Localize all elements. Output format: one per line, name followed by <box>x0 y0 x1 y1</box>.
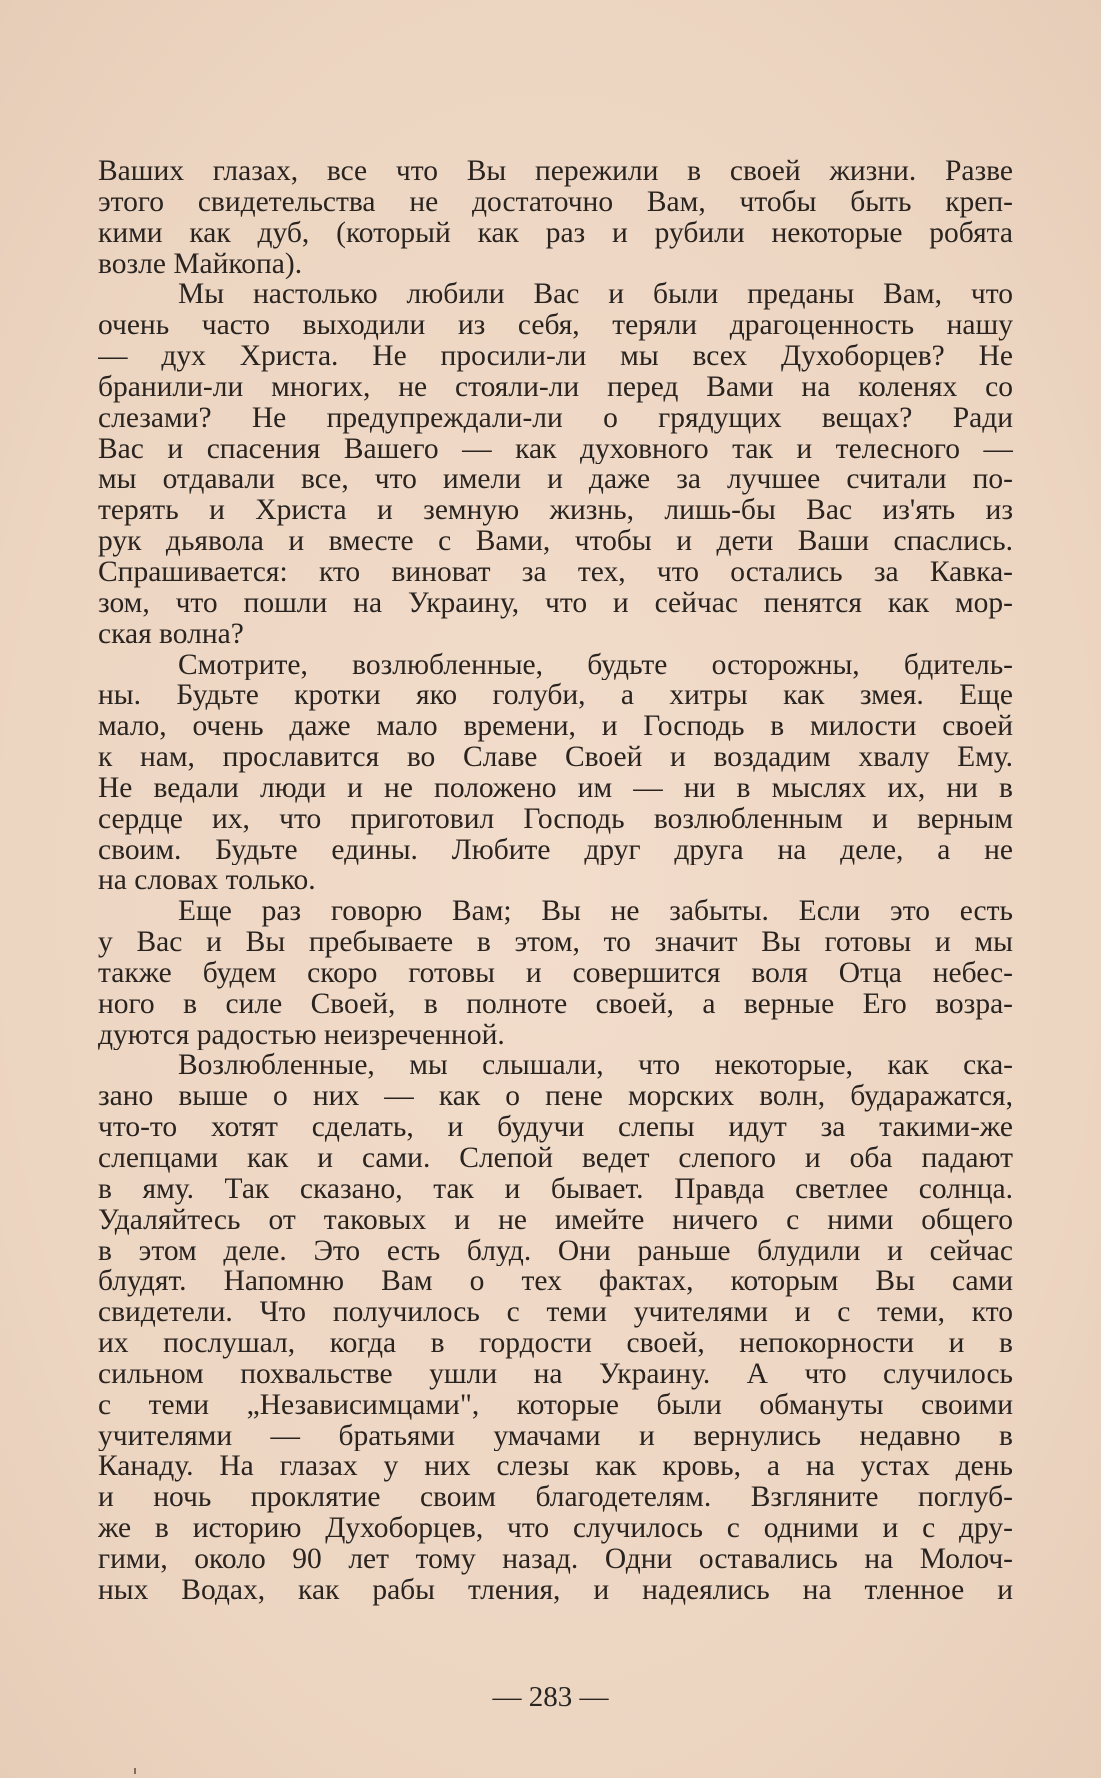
text-line: также будем скоро готовы и совершится воля Отца небес- <box>98 957 1013 989</box>
text-line: рук дьявола и вместе с Вами, чтобы и дети Ваши спаслись. <box>98 526 1013 557</box>
text-line: Ваших глазах, все что Вы пережили в своей жизни. Разве <box>98 156 1013 187</box>
text-line: Мы настолько любили Вас и были преданы Вам, что <box>178 279 1013 311</box>
text-line: у Вас и Вы пребываете в этом, то значит Вы готовы и мы <box>98 927 1013 958</box>
text-line: их послушал, когда в гордости своей, непокорности и в <box>98 1328 1013 1359</box>
text-line: ская волна? <box>98 618 244 650</box>
text-line: в яму. Так сказано, так и бывает. Правда светлее солнца. <box>98 1173 1013 1205</box>
text-line: очень часто выходили из себя, теряли драгоценность нашу <box>98 310 1013 342</box>
text-line: ного в силе Своей, в полноте своей, а верные Его возра- <box>98 988 1013 1020</box>
text-line: Спрашивается: кто виноват за тех, что остались за Кавка- <box>98 556 1013 588</box>
text-line: зано выше о них — как о пене морских волн, бударажатся, <box>98 1081 1013 1113</box>
page-number: — 283 — <box>492 1681 609 1713</box>
text-line: в этом деле. Это есть блуд. Они раньше блудили и сейчас <box>98 1235 1013 1267</box>
text-line: этого свидетельства не достаточно Вам, чтобы быть креп- <box>98 186 1013 218</box>
text-line: Удаляйтесь от таковых и не имейте ничего с ними общего <box>98 1204 1013 1236</box>
text-line: Канаду. На глазах у них слезы как кровь, а на устах день <box>98 1451 1013 1483</box>
text-line: — дух Христа. Не просили-ли мы всех Духоборцев? Не <box>98 341 1013 372</box>
text-line: терять и Христа и земную жизнь, лишь-бы Вас из'ять из <box>98 495 1013 527</box>
text-line: ны. Будьте кротки яко голуби, а хитры как змея. Еще <box>98 680 1013 712</box>
text-line: на словах только. <box>98 865 316 897</box>
text-line: Смотрите, возлюбленные, будьте осторожны, бдитель- <box>178 649 1013 681</box>
text-line: дуются радостью неизреченной. <box>98 1019 505 1051</box>
paper-speck <box>134 1768 136 1774</box>
text-line: Вас и спасения Вашего — как духовного так и телесного — <box>98 433 1013 465</box>
body-text <box>98 156 1013 1606</box>
text-line: же в историю Духоборцев, что случилось с одними и с дру- <box>98 1513 1013 1544</box>
text-line: ных Водах, как рабы тления, и надеялись на тленное и <box>98 1574 1013 1606</box>
text-line: сердце их, что приготовил Господь возлюбленным и верным <box>98 803 1013 835</box>
text-line: мы отдавали все, что имели и даже за лучшее считали по- <box>98 464 1013 496</box>
text-line: гими, около 90 лет тому назад. Одни оставались на Молоч- <box>98 1543 1013 1575</box>
text-line: возле Майкопа). <box>98 248 303 280</box>
text-line: Возлюбленные, мы слышали, что некоторые, как ска- <box>178 1050 1013 1082</box>
text-line: зом, что пошли на Украину, что и сейчас пенятся как мор- <box>98 587 1013 619</box>
text-line: учителями — братьями умачами и вернулись недавно в <box>98 1420 1013 1452</box>
text-line: блудят. Напомню Вам о тех фактах, которым Вы сами <box>98 1266 1013 1298</box>
text-line: Не ведали люди и не положено им — ни в мыслях их, ни в <box>98 772 1013 804</box>
text-line: Еще раз говорю Вам; Вы не забыты. Если это есть <box>178 896 1013 928</box>
text-line: слепцами как и сами. Слепой ведет слепого и оба падают <box>98 1143 1013 1174</box>
text-line: своим. Будьте едины. Любите друг друга на деле, а не <box>98 834 1013 866</box>
text-line: слезами? Не предупреждали-ли о грядущих вещах? Ради <box>98 402 1013 434</box>
text-line: к нам, прославится во Славе Своей и воздадим хвалу Ему. <box>98 742 1013 773</box>
text-line: кими как дуб, (который как раз и рубили некоторые робята <box>98 217 1013 249</box>
text-line: мало, очень даже мало времени, и Господь в милости своей <box>98 711 1013 743</box>
text-line: с теми „Независимцами", которые были обмануты своими <box>98 1389 1013 1421</box>
text-line: и ночь проклятие своим благодетелям. Взгляните поглуб- <box>98 1482 1013 1514</box>
text-line: бранили-ли многих, не стояли-ли перед Вами на коленях со <box>98 371 1013 403</box>
text-line: сильном похвальстве ушли на Украину. А что случилось <box>98 1358 1013 1390</box>
text-line: свидетели. Что получилось с теми учителями и с теми, кто <box>98 1297 1013 1329</box>
text-line: что-то хотят сделать, и будучи слепы идут за такими-же <box>98 1112 1013 1143</box>
